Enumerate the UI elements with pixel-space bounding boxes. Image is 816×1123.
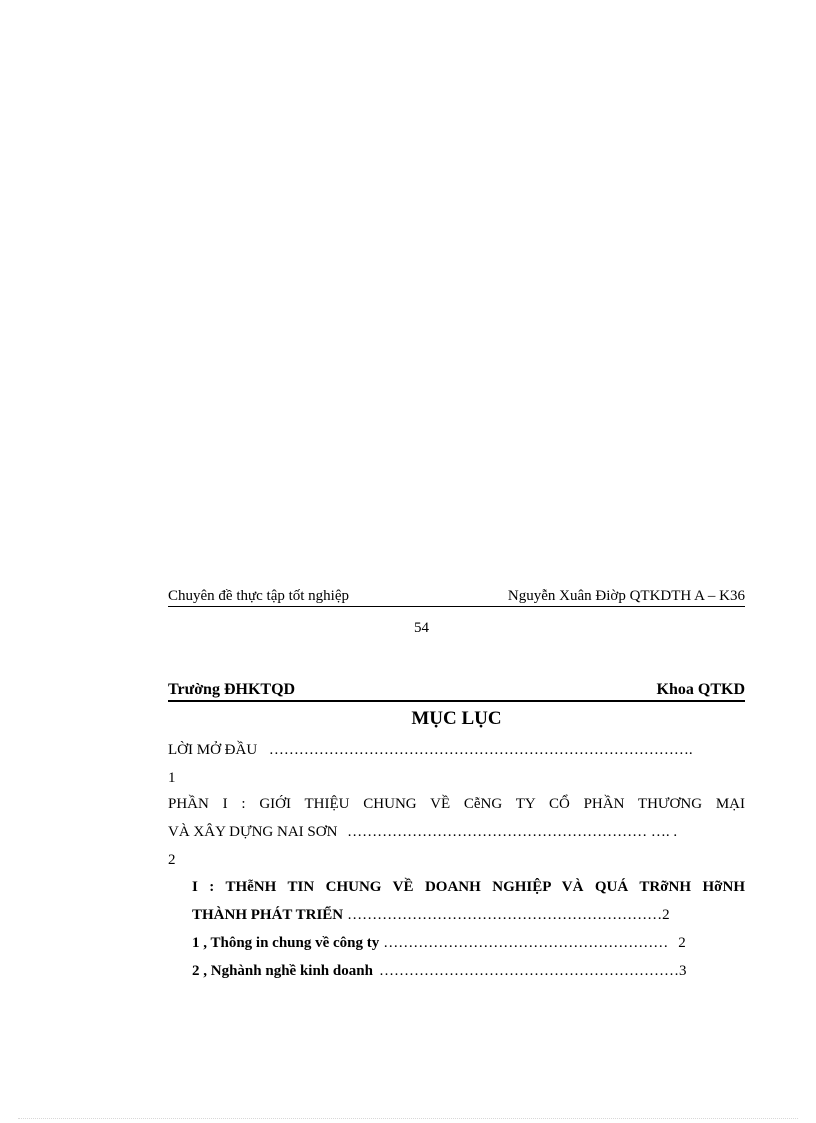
toc-entry-leader: …………………………………………………… …. .	[347, 824, 678, 840]
toc-entry-section-one-line1: I : THễNH TIN CHUNG VỀ DOANH NGHIỆP VÀ QUÁ TRỡNH HỡNH	[192, 879, 745, 895]
footer-left-text: Chuyên đề thực tập tốt nghiệp	[168, 588, 350, 604]
toc-entry-page: 1	[168, 770, 176, 786]
toc-entry-page: 3	[678, 963, 687, 979]
toc-entry-part-one-line2	[168, 823, 677, 841]
bottom-dotted-border	[18, 1118, 798, 1119]
toc-entry-text: VÀ XÂY DỰNG NAI SƠN	[168, 824, 338, 840]
toc-entry-leader: …………………………………………………	[383, 935, 669, 951]
toc-entry-text: 1 , Thông in chung về công ty	[192, 935, 380, 951]
footer-right-text: Nguyễn Xuân Điờp QTKDTH A – K36	[507, 588, 745, 604]
toc-entry-text: 2 , Nghành nghề kinh doanh	[192, 963, 373, 979]
toc-entry-subsection-1	[192, 934, 686, 952]
header-left-text: Trường ĐHKTQD	[168, 681, 296, 698]
header-right-text: Khoa QTKD	[656, 681, 745, 698]
page-header	[168, 680, 745, 702]
toc-entry-section-one-line2	[192, 906, 670, 924]
previous-page-footer	[168, 587, 745, 607]
toc-entry-leader: ………………………………………………………	[347, 907, 663, 923]
toc-entry-part-one-line1: PHẦN I : GIỚI THIỆU CHUNG VỀ CễNG TY CỔ PHẦN THƯƠNG MẠI	[168, 796, 745, 812]
toc-entry-page: 2	[678, 935, 686, 951]
toc-entry-subsection-2	[192, 962, 686, 980]
toc-entry-intro	[168, 741, 693, 759]
toc-entry-text: LỜI MỞ ĐẦU	[168, 742, 258, 758]
toc-title: MỤC LỤC	[411, 708, 502, 729]
toc-entry-leader: ……………………………………………………	[378, 963, 679, 979]
toc-entry-page: 2	[662, 907, 670, 923]
toc-entry-leader: ………………………………………………………………………….	[268, 742, 693, 758]
toc-entry-page: 2	[168, 852, 176, 868]
page-number: 54	[414, 620, 429, 636]
toc-entry-text: THÀNH PHÁT TRIỂN	[192, 907, 344, 923]
